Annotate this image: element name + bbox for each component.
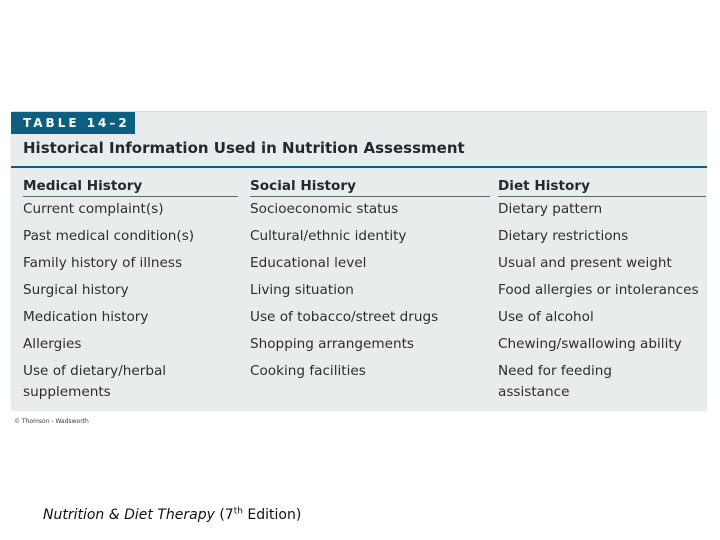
table-cell: Living situation <box>250 282 354 298</box>
header-divider <box>250 196 490 197</box>
edition-open: (7 <box>219 507 234 523</box>
table-cell: Dietary restrictions <box>498 228 629 244</box>
footer-caption <box>43 507 301 523</box>
table-cell: Food allergies or intolerances <box>498 282 699 298</box>
table-cell: Shopping arrangements <box>250 336 415 352</box>
table-cell: Current complaint(s) <box>23 201 164 217</box>
table-title: Historical Information Used in Nutrition Assessment <box>23 139 465 157</box>
header-divider <box>23 196 238 197</box>
table-cell: Family history of illness <box>23 255 183 271</box>
table-cell: Use of tobacco/street drugs <box>250 309 439 325</box>
column-social-history <box>250 177 490 388</box>
column-header: Diet History <box>498 178 590 194</box>
column-header: Medical History <box>23 178 143 194</box>
table-cell: Educational level <box>250 255 367 271</box>
table-number-label: TABLE 14–2 <box>11 112 135 134</box>
table-cell: Past medical condition(s) <box>23 228 195 244</box>
table-cell: Cooking facilities <box>250 363 366 379</box>
table-cell: Dietary pattern <box>498 201 603 217</box>
column-medical-history <box>23 177 238 403</box>
table-cell: Surgical history <box>23 282 129 298</box>
copyright-credit: © Thomson - Wadsworth <box>14 418 89 425</box>
column-header: Social History <box>250 178 356 194</box>
table-cell: Socioeconomic status <box>250 201 399 217</box>
table-cell: Need for feeding assistance <box>498 363 613 400</box>
table-cell: Medication history <box>23 309 149 325</box>
column-diet-history <box>498 177 706 403</box>
table-cell: Usual and present weight <box>498 255 672 271</box>
table-cell: Use of alcohol <box>498 309 594 325</box>
title-divider <box>11 166 707 168</box>
table-cell: Chewing/swallowing ability <box>498 336 682 352</box>
edition-close: Edition) <box>242 507 302 523</box>
table-cell: Cultural/ethnic identity <box>250 228 407 244</box>
table-cell: Allergies <box>23 336 82 352</box>
book-title: Nutrition & Diet Therapy <box>43 507 215 523</box>
table-cell: Use of dietary/herbal supplements <box>23 363 167 400</box>
edition-superscript: th <box>233 506 243 517</box>
header-divider <box>498 196 706 197</box>
